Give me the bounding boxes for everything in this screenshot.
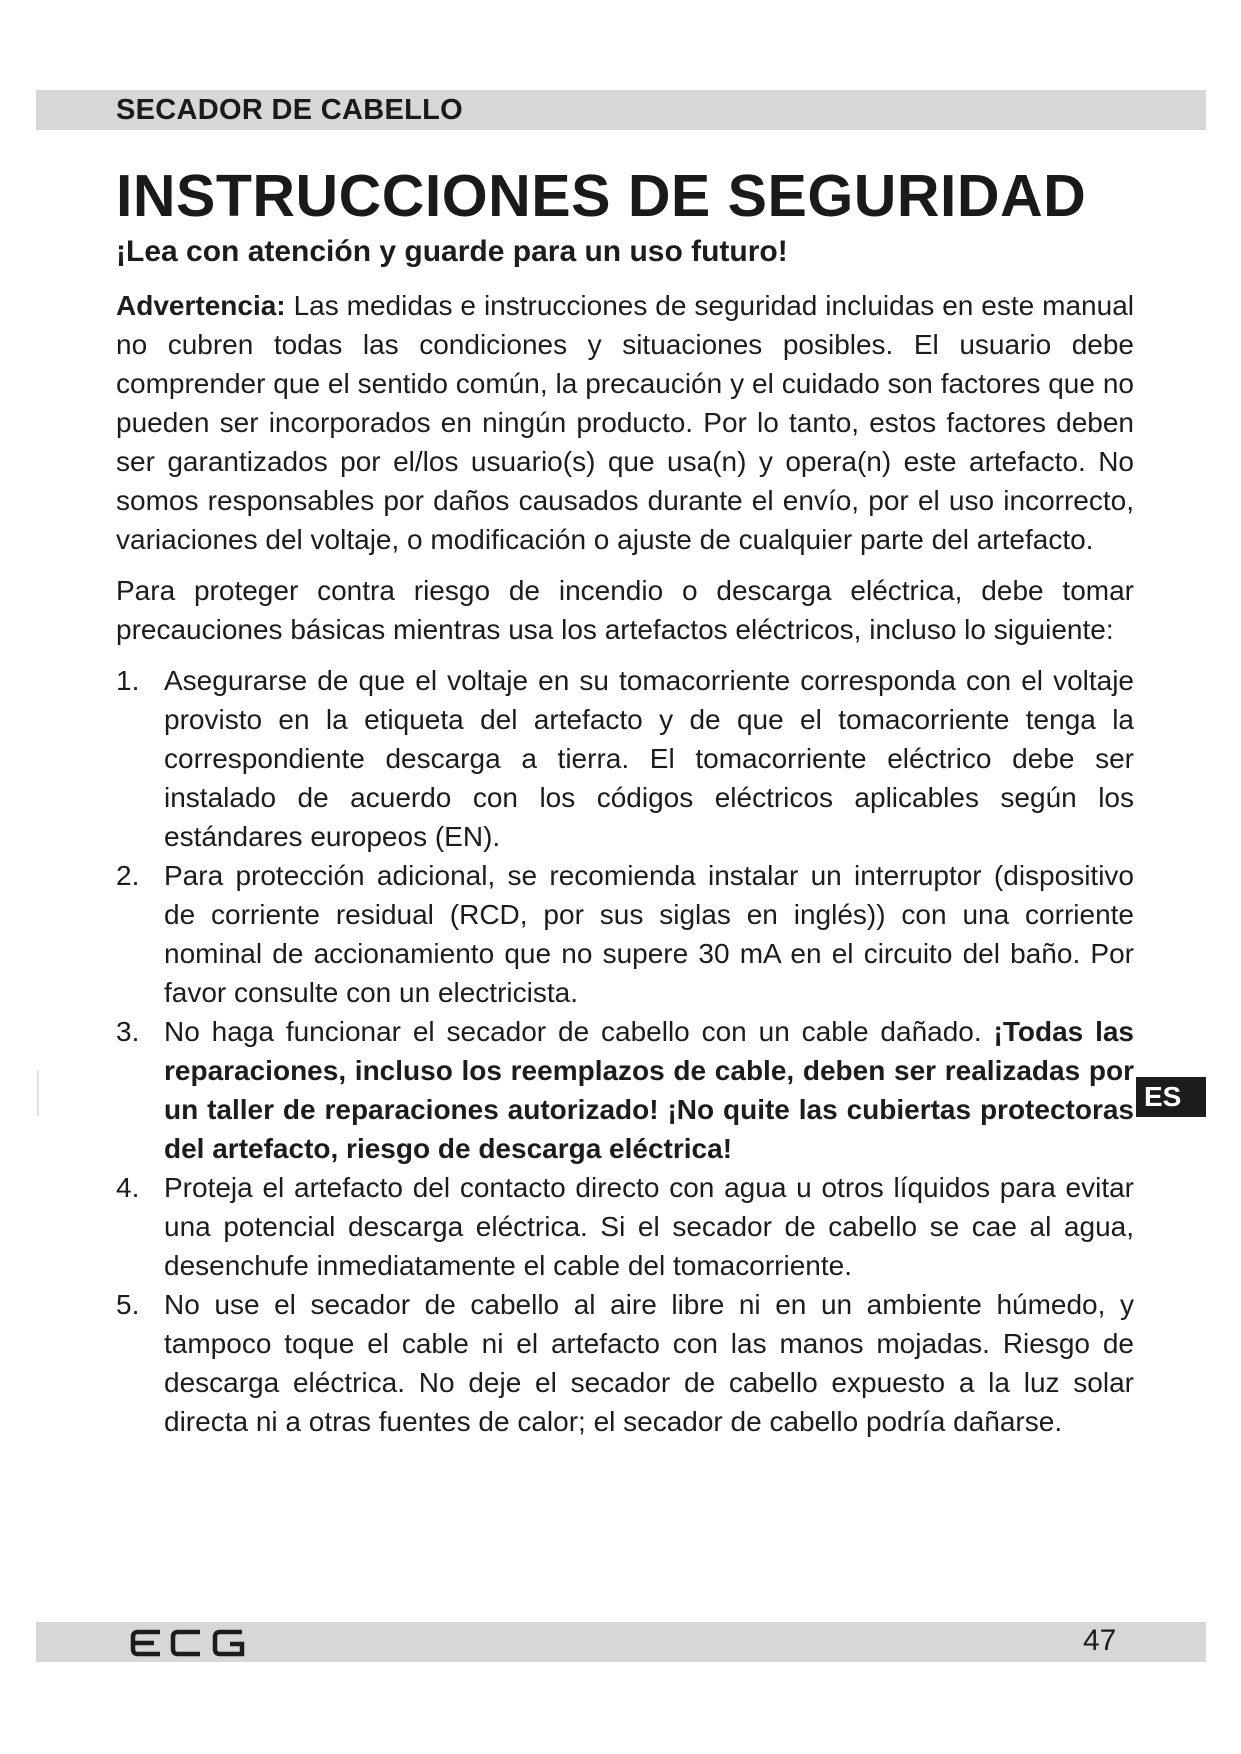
language-tab: ES: [1136, 1077, 1206, 1117]
item-number: 3.: [116, 1016, 140, 1047]
item-text: No haga funcionar el secador de cabello con un cable dañado.: [164, 1016, 994, 1047]
intro-paragraph: Para proteger contra riesgo de incendio o descarga eléctrica, debe tomar precauciones básicas mientras usa los artefactos eléctricos, incluso lo siguiente:: [116, 575, 1134, 645]
ecg-logo-icon: [130, 1628, 250, 1663]
warning-label: Advertencia:: [116, 290, 286, 321]
item-number: 4.: [116, 1172, 140, 1203]
item-bold-text: ¡Todas las reparaciones, incluso los reemplazos de cable, deben ser realizadas por un taller de reparaciones autorizado! ¡No quite las cubiertas protectoras del artefacto, riesgo de descarga eléctrica!: [164, 1016, 1135, 1164]
list-item: [116, 856, 1134, 1012]
item-text: Proteja el artefacto del contacto directo con agua u otros líquidos para evitar una potencial descarga eléctrica. Si el secador de cabello se cae al agua, desenchufe inmediatamente el cable del tomacorriente.: [164, 1172, 1134, 1281]
list-item: [116, 661, 1134, 856]
list-item: [116, 1168, 1134, 1285]
margin-mark: [37, 1070, 39, 1116]
item-text: No use el secador de cabello al aire libre ni en un ambiente húmedo, y tampoco toque el cable ni el artefacto con las manos mojadas. Riesgo de descarga eléctrica. No deje el secador de cabello expuesto a la luz solar directa ni a otras fuentes de calor; el secador de cabello podría dañarse.: [164, 1289, 1134, 1437]
safety-list: [116, 661, 1134, 1441]
item-number: 5.: [116, 1289, 140, 1320]
page-title: INSTRUCCIONES DE SEGURIDAD: [116, 163, 1087, 229]
item-text: Asegurarse de que el voltaje en su tomacorriente corresponda con el voltaje provisto en la etiqueta del artefacto y de que el tomacorriente tenga la correspondiente descarga a tierra. El tomacorriente eléctrico debe ser instalado de acuerdo con los códigos eléctricos aplicables según los estándares europeos (EN).: [164, 665, 1134, 852]
section-title: SECADOR DE CABELLO: [116, 94, 463, 126]
item-number: 2.: [116, 860, 140, 891]
main-content: [116, 160, 1134, 1441]
list-item: [116, 1285, 1134, 1441]
page-number: 47: [1083, 1624, 1117, 1657]
subtitle: ¡Lea con atención y guarde para un uso futuro!: [116, 235, 788, 268]
list-item: [116, 1012, 1134, 1168]
warning-paragraph: [116, 286, 1134, 559]
item-text: Para protección adicional, se recomienda instalar un interruptor (dispositivo de corriente residual (RCD, por sus siglas en inglés)) con una corriente nominal de accionamiento que no supere 30 mA en el circuito del baño. Por favor consulte con un electricista.: [164, 860, 1134, 1008]
item-number: 1.: [116, 665, 140, 696]
warning-text: Las medidas e instrucciones de seguridad incluidas en este manual no cubren todas las condiciones y situaciones posibles. El usuario debe comprender que el sentido común, la precaución y el cuidado son factores que no pueden ser incorporados en ningún producto. Por lo tanto, estos factores deben ser garantizados por el/los usuario(s) que usa(n) y opera(n) este artefacto. No somos responsables por daños causados durante el envío, por el uso incorrecto, variaciones del voltaje, o modificación o ajuste de cualquier parte del artefacto.: [116, 290, 1134, 555]
